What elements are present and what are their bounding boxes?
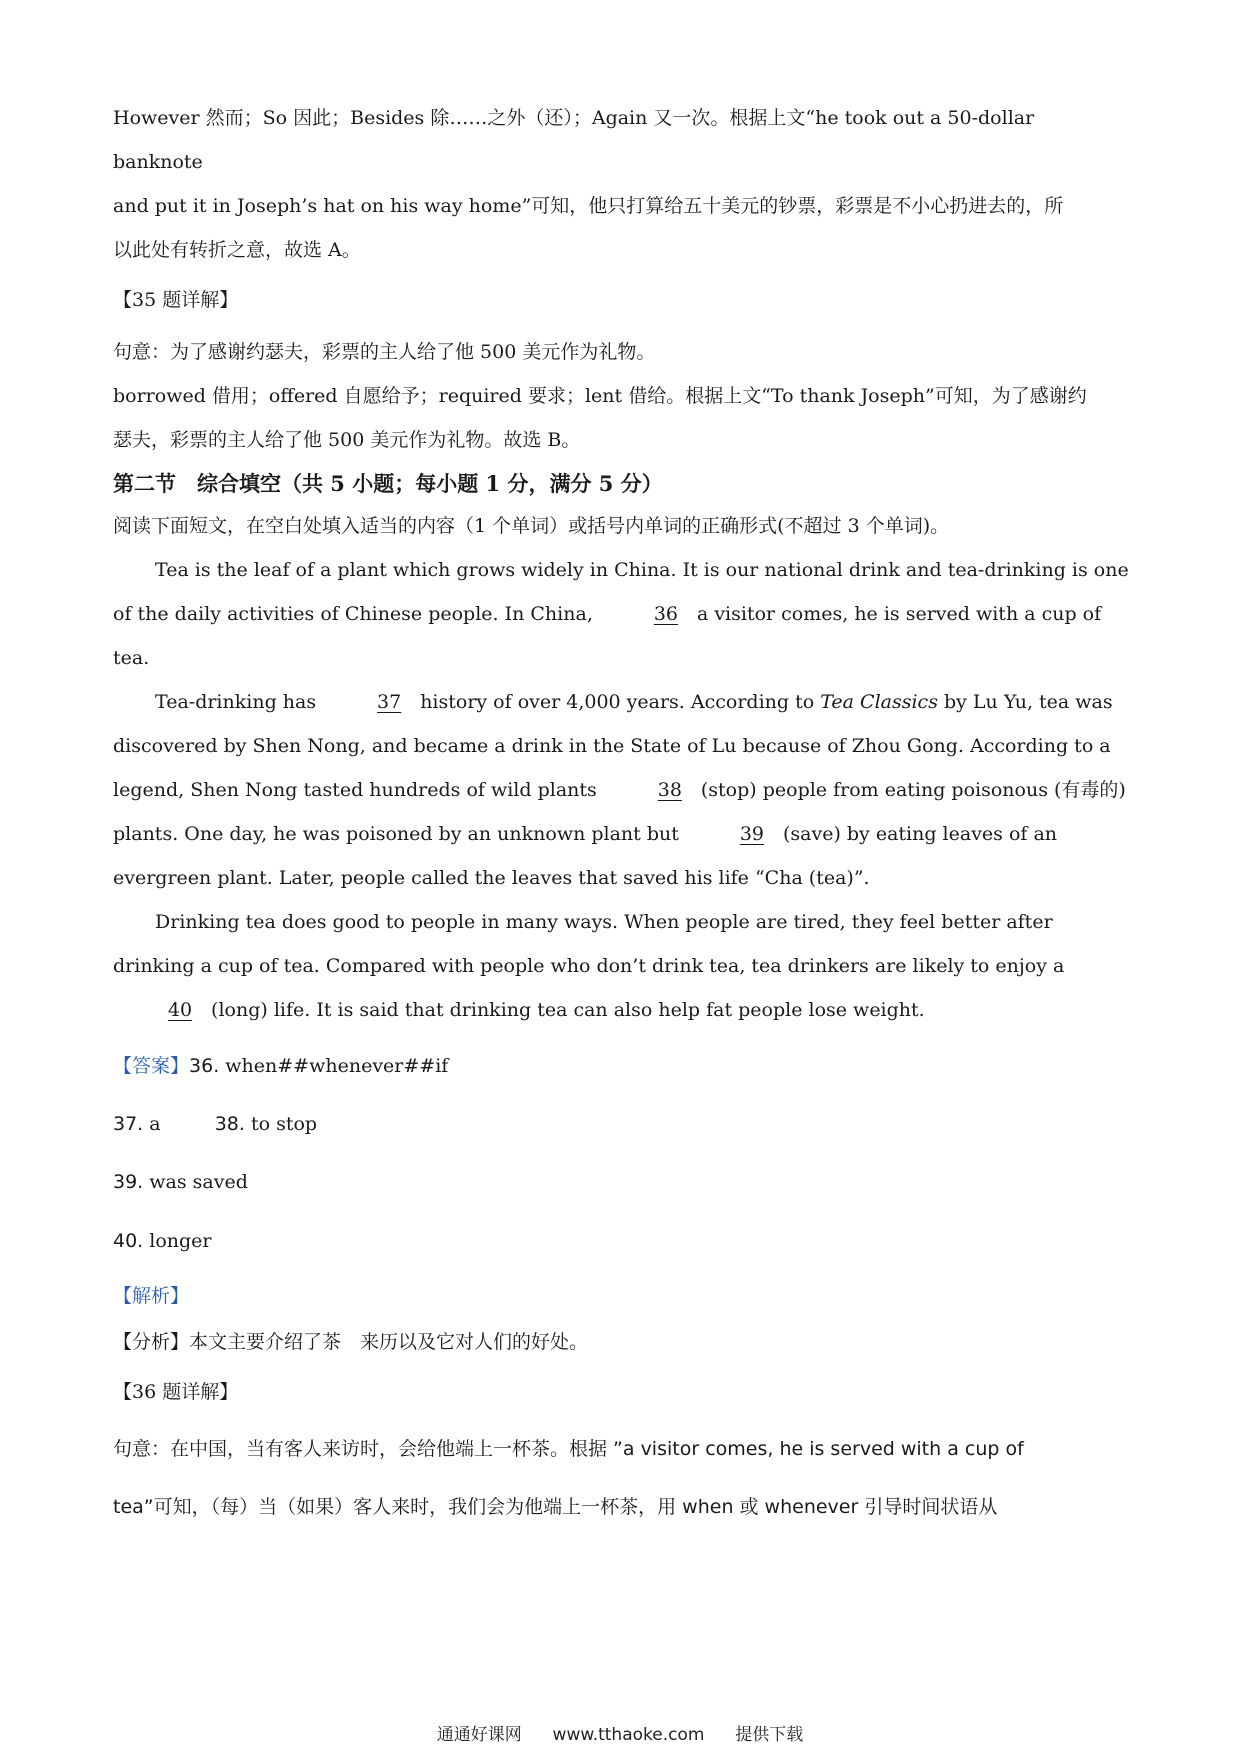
detail-line: borrowed 借用；offered 自愿给予；required 要求；lent 借给。根据上文“To thank Joseph”可知，为了感谢约 — [113, 385, 1087, 407]
passage-text: an unknown plant but — [467, 823, 679, 845]
passage-paragraph — [113, 900, 1130, 1032]
top-explanation — [113, 96, 1130, 272]
answer-line — [113, 1094, 1130, 1154]
summary-text: 本文主要介绍了茶 来历以及它对人们的好处。 — [189, 1331, 589, 1353]
answer-text: was saved — [149, 1171, 248, 1193]
footer-url[interactable]: www.tthaoke.com — [552, 1725, 705, 1745]
analysis-line: tea”可知，（每）当（如果）客人来时，我们会为他端上一杯茶，用 when 或 whenever 引导时间状语从 — [113, 1496, 998, 1518]
analysis-label: 【解析】 — [113, 1285, 190, 1307]
question-title: 【36 题详解】 — [113, 1381, 239, 1403]
answer-label: 【答案】 — [113, 1055, 190, 1077]
passage-text: history of over 4,000 years. According to — [420, 691, 815, 713]
answer-text: when##whenever##if — [225, 1055, 449, 1077]
detail-line: 瑟夫，彩票的主人给了他 500 美元作为礼物。故选 B。 — [113, 429, 581, 451]
explanation-line: 以此处有转折之意，故选 A。 — [113, 239, 361, 261]
blank-38: 38 — [657, 779, 682, 801]
section-heading: 第二节 综合填空（共 5 小题；每小题 1 分，满分 5 分） — [113, 471, 663, 496]
passage-paragraph — [113, 680, 1130, 900]
document-page — [113, 96, 1130, 1536]
passage-text: by Lu Yu, tea was discovered — [113, 691, 1113, 757]
passage-text: by Shen Nong, and became a drink in the State of Lu because of Zhou Gong. According to a legend, Shen Nong tasted — [113, 735, 1111, 801]
passage-text: Drinking tea does good to people in many ways. When people are tired, they feel better after drinking a cup of — [113, 911, 1053, 977]
answer-number: 40. — [113, 1230, 144, 1252]
book-title: Tea Classics — [820, 691, 938, 713]
passage-text: hundreds of wild plants — [369, 779, 597, 801]
section-instruction: 阅读下面短文，在空白处填入适当的内容（1 个单词）或括号内单词的正确形式(不超过 3 个单词)。 — [113, 515, 950, 537]
question-35-detail — [113, 278, 1130, 462]
answer-text: to stop — [250, 1113, 318, 1135]
answer-line — [113, 1038, 1130, 1094]
footer-note: 提供下载 — [735, 1725, 804, 1745]
page-footer — [0, 1720, 1240, 1745]
passage-text: (save) by eating leaves of an evergreen plant. Later, people called the leaves that — [113, 823, 1058, 889]
passage-text: Tea-drinking has — [155, 691, 317, 713]
analysis-block — [113, 1272, 1130, 1536]
passage-text: saved his life “Cha (tea)”. — [623, 867, 870, 889]
passage-text: (stop) people from eating poisonous (有毒的) plants. One day, he was poisoned by — [113, 779, 1126, 845]
answer-number: 38. — [214, 1113, 245, 1135]
answer-line — [113, 1154, 1130, 1210]
analysis-line: 句意：在中国，当有客人来访时，会给他端上一杯茶。根据 ”a visitor comes, he is served with a cup of — [113, 1438, 1024, 1460]
answer-number: 36. — [189, 1055, 220, 1077]
answer-line — [113, 1210, 1130, 1272]
footer-site: 通通好课网 — [436, 1725, 522, 1745]
passage-text: activities of Chinese people. In China, — [227, 603, 593, 625]
answer-text: longer — [149, 1230, 212, 1252]
blank-36: 36 — [653, 603, 678, 625]
answers-block — [113, 1038, 1130, 1272]
sentence-meaning: 句意：为了感谢约瑟夫，彩票的主人给了他 500 美元作为礼物。 — [113, 341, 656, 363]
passage-paragraph — [113, 548, 1130, 680]
passage-text: (long) life. It is said that — [211, 999, 444, 1021]
explanation-line: and put it in Joseph’s hat on his way home”可知，他只打算给五十美元的钞票，彩票是不小心扔进去的，所 — [113, 195, 1064, 217]
blank-37: 37 — [377, 691, 402, 713]
section-header — [113, 462, 1130, 546]
passage-text: a visitor comes, he is served with a cup of tea. — [113, 603, 1102, 669]
passage-text: tea. Compared with people who don’t drink tea, tea drinkers are likely to enjoy a — [283, 955, 1065, 977]
passage-text: Tea is the leaf of a plant which grows widely in China. It is our national drink and tea-drinking is one of the daily — [113, 559, 1129, 625]
blank-39: 39 — [739, 823, 765, 845]
reading-passage — [113, 548, 1130, 1032]
question-title: 【35 题详解】 — [113, 289, 239, 311]
answer-text: a — [149, 1113, 161, 1135]
explanation-line: However 然而；So 因此；Besides 除……之外（还）；Again 又一次。根据上文“he took out a 50-dollar banknote — [113, 107, 1035, 173]
analysis-summary — [113, 1320, 1130, 1364]
blank-40: 40 — [167, 999, 193, 1021]
passage-text: drinking tea can also help fat people lose weight. — [449, 999, 925, 1021]
answer-number: 37. — [113, 1113, 144, 1135]
summary-label: 【分析】 — [113, 1331, 190, 1353]
answer-number: 39. — [113, 1171, 144, 1193]
